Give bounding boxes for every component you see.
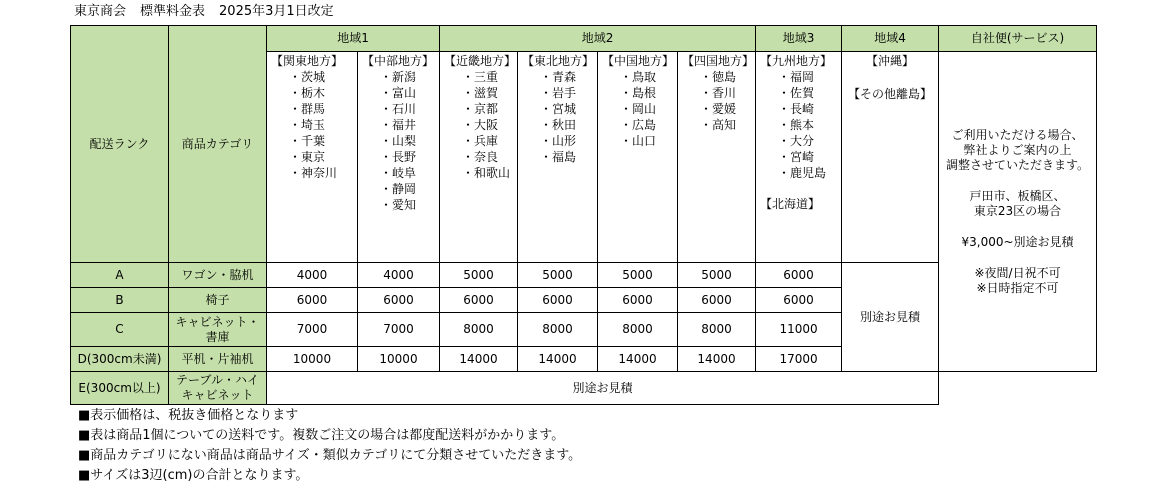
price-cell: 8000 — [440, 313, 518, 347]
own-service-cell: ご利用いただける場合、 弊社よりご案内の上 調整させていただきます。 戸田市、板橋区、 東京23区の場合 ¥3,000~別途お見積 ※夜間/日祝不可 ※日時指定不可 — [939, 52, 1097, 372]
subregion-chubu: 【中部地方】 ・新潟 ・富山 ・石川 ・福井 ・山梨 ・長野 ・岐阜 ・静岡 ・愛知 — [358, 52, 440, 263]
category-cell: ワゴン・脇机 — [169, 263, 267, 288]
price-cell: 5000 — [598, 263, 678, 288]
price-cell: 10000 — [267, 347, 358, 372]
category-header: 商品カテゴリ — [169, 26, 267, 263]
rank-cell: B — [71, 288, 169, 313]
region3-header: 地域3 — [756, 26, 842, 52]
revision-date: 2025年3月1日改定 — [219, 4, 334, 19]
price-cell: 17000 — [756, 347, 842, 372]
category-cell: キャビネット・書庫 — [169, 313, 267, 347]
own-service-price: ¥3,000~別途お見積 — [961, 234, 1074, 249]
note-item: ■表は商品1個についての送料です。複数ご注文の場合は都度配送料がかかります。 — [78, 428, 565, 443]
category-cell: テーブル・ハイキャビネット — [169, 372, 267, 405]
rank-cell: D(300cm未満) — [71, 347, 169, 372]
price-cell: 10000 — [358, 347, 440, 372]
price-cell: 6000 — [267, 288, 358, 313]
region4-header: 地域4 — [842, 26, 939, 52]
price-cell: 5000 — [678, 263, 756, 288]
price-cell: 7000 — [358, 313, 440, 347]
price-cell: 6000 — [440, 288, 518, 313]
own-service-header: 自社便(サービス) — [939, 26, 1097, 52]
price-cell: 7000 — [267, 313, 358, 347]
subregion-kyushu: 【九州地方】 ・福岡 ・佐賀 ・長崎 ・熊本 ・大分 ・宮崎 ・鹿児島 【北海道】 — [756, 52, 842, 263]
price-cell: 5000 — [440, 263, 518, 288]
price-cell: 14000 — [440, 347, 518, 372]
price-cell: 6000 — [756, 288, 842, 313]
row-e-price: 別途お見積 — [267, 372, 939, 405]
region4-price: 別途お見積 — [842, 263, 939, 372]
price-cell: 5000 — [518, 263, 598, 288]
region2-header: 地域2 — [440, 26, 756, 52]
subregion-shikoku: 【四国地方】 ・徳島 ・香川 ・愛媛 ・高知 — [678, 52, 756, 263]
note-item: ■サイズは3辺(cm)の合計となります。 — [78, 468, 309, 483]
rank-cell: E(300cm以上) — [71, 372, 169, 405]
price-cell: 6000 — [358, 288, 440, 313]
document-title — [74, 3, 348, 21]
note-item: ■商品カテゴリにない商品は商品サイズ・類似カテゴリにて分類させていただきます。 — [78, 448, 582, 463]
table-name: 標準料金表 — [140, 4, 206, 19]
price-cell: 8000 — [678, 313, 756, 347]
price-cell: 14000 — [678, 347, 756, 372]
rank-cell: A — [71, 263, 169, 288]
price-cell: 6000 — [598, 288, 678, 313]
subregion-hokkaido: 【北海道】 — [760, 197, 821, 211]
price-cell: 8000 — [518, 313, 598, 347]
price-cell: 6000 — [518, 288, 598, 313]
price-cell: 11000 — [756, 313, 842, 347]
region4-areas: 【沖縄】 【その他離島】 — [842, 52, 939, 263]
price-cell: 4000 — [267, 263, 358, 288]
subregion-tohoku: 【東北地方】 ・青森 ・岩手 ・宮城 ・秋田 ・山形 ・福島 — [518, 52, 598, 263]
category-cell: 平机・片袖机 — [169, 347, 267, 372]
price-cell: 6000 — [678, 288, 756, 313]
price-cell: 6000 — [756, 263, 842, 288]
rank-header: 配送ランク — [71, 26, 169, 263]
price-cell: 14000 — [518, 347, 598, 372]
region1-header: 地域1 — [267, 26, 440, 52]
rate-table — [70, 25, 1097, 405]
rank-cell: C — [71, 313, 169, 347]
price-cell: 14000 — [598, 347, 678, 372]
price-cell: 4000 — [358, 263, 440, 288]
price-cell: 8000 — [598, 313, 678, 347]
category-cell: 椅子 — [169, 288, 267, 313]
notes — [78, 406, 581, 486]
subregion-kanto: 【関東地方】 ・茨城 ・栃木 ・群馬 ・埼玉 ・千葉 ・東京 ・神奈川 — [267, 52, 358, 263]
subregion-chugoku: 【中国地方】 ・鳥取 ・島根 ・岡山 ・広島 ・山口 — [598, 52, 678, 263]
table-row — [71, 372, 1097, 405]
subregion-kinki: 【近畿地方】 ・三重 ・滋賀 ・京都 ・大阪 ・兵庫 ・奈良 ・和歌山 — [440, 52, 518, 263]
company-name: 東京商会 — [74, 4, 127, 19]
note-item: ■表示価格は、税抜き価格となります — [78, 408, 299, 423]
